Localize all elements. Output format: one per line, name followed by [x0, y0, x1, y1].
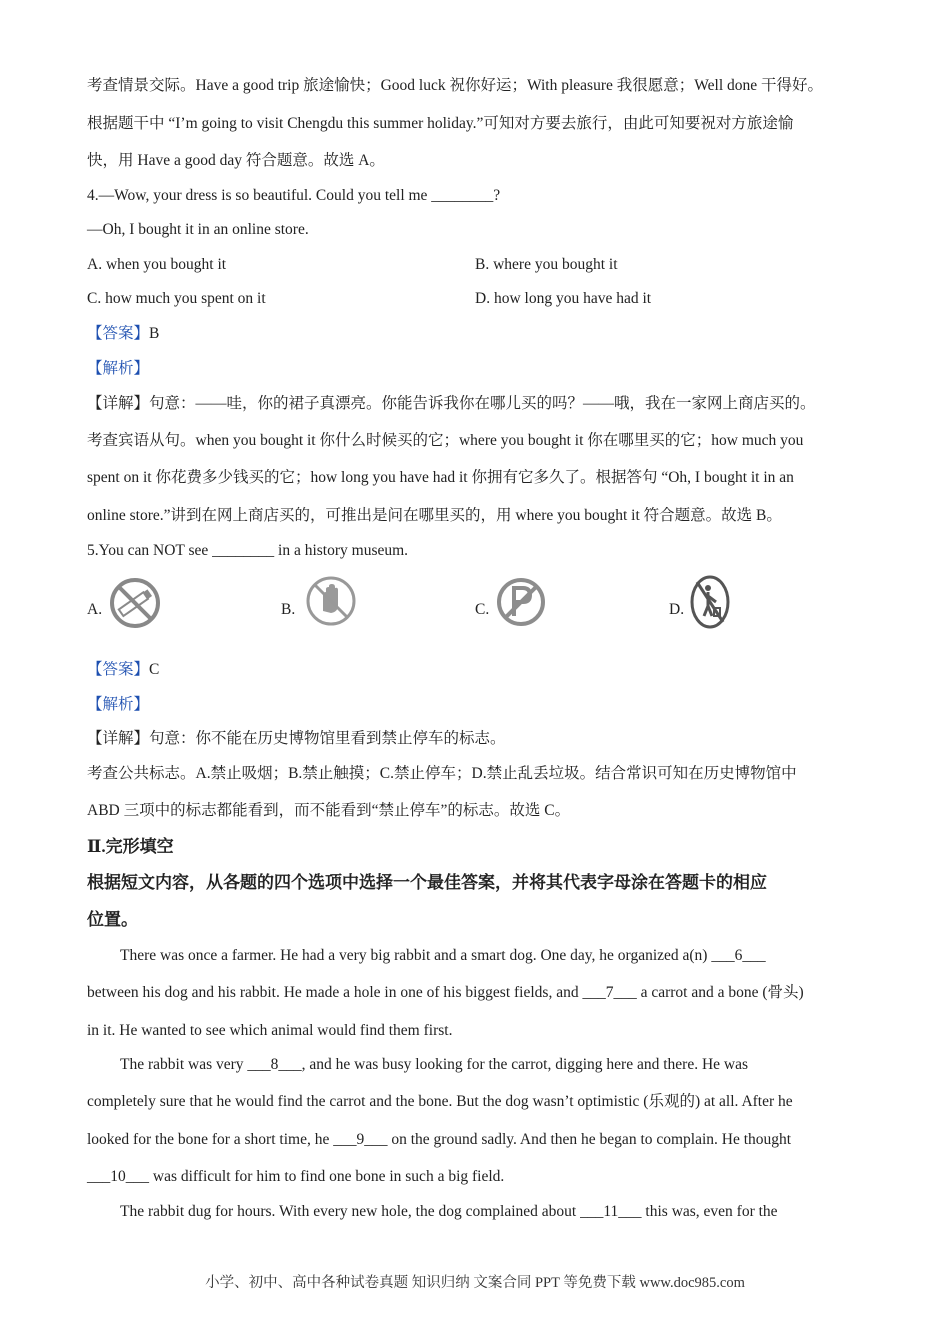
detail-text: 【详解】句意：你不能在历史博物馆里看到禁止停车的标志。	[87, 730, 506, 747]
analysis-text: 根据题干中 “I’m going to visit Chengdu this summer holiday.”可知对方要去旅行，由此可知要祝对方旅途愉	[87, 115, 794, 132]
analysis-tag: 【解析】	[87, 696, 150, 713]
detail-text: spent on it 你花费多少钱买的它；how long you have had it 你拥有它多久了。根据答句 “Oh, I bought it in an	[87, 469, 794, 486]
no-touching-icon	[304, 575, 358, 627]
answer-value: B	[149, 325, 160, 342]
answer-line	[87, 324, 159, 344]
blank-10: ___10___	[87, 1168, 149, 1185]
blank-7: ___7___	[582, 984, 637, 1001]
passage-text: The rabbit was very	[120, 1056, 248, 1073]
passage-line	[87, 1167, 504, 1187]
passage-text: was difficult for him to find one bone in such a big field.	[149, 1168, 505, 1185]
answer-value: C	[149, 661, 160, 678]
passage-line	[120, 1202, 778, 1222]
blank-8: ___8___	[247, 1056, 302, 1073]
passage-line	[120, 946, 766, 966]
blank-9: ___9___	[333, 1131, 388, 1148]
passage-text: between his dog and his rabbit. He made a hole in one of his biggest fields, and	[87, 984, 583, 1001]
detail-text: 考查公共标志。A.禁止吸烟；B.禁止触摸；C.禁止停车；D.禁止乱丢垃圾。结合常识可知在历史博物馆中	[87, 765, 797, 782]
passage-text: There was once a farmer. He had a very big rabbit and a smart dog. One day, he organized a(n)	[120, 947, 712, 964]
option-d-label: D.	[669, 601, 685, 618]
answer-tag: 【答案】	[87, 325, 150, 342]
passage-line	[87, 1130, 791, 1150]
section-instruction: 根据短文内容，从各题的四个选项中选择一个最佳答案，并将其代表字母涂在答题卡的相应	[87, 873, 767, 892]
detail-text: ABD 三项中的标志都能看到，而不能看到“禁止停车”的标志。故选 C。	[87, 802, 571, 819]
no-parking-icon	[494, 576, 548, 628]
option-a-label: A.	[87, 601, 103, 618]
detail-text: 【详解】句意：——哇，你的裙子真漂亮。你能告诉我你在哪儿买的吗？——哦，我在一家网上商店买的。	[87, 395, 816, 412]
passage-line	[120, 1055, 748, 1075]
option-a: A. when you bought it	[87, 256, 227, 273]
analysis-tag: 【解析】	[87, 360, 150, 377]
analysis-text: 考查情景交际。Have a good trip 旅途愉快；Good luck 祝你好运；With pleasure 我很愿意；Well done 干得好。	[87, 77, 824, 94]
analysis-text: 快，用 Have a good day 符合题意。故选 A。	[87, 152, 385, 169]
question-reply: —Oh, I bought it in an online store.	[87, 221, 309, 238]
passage-line: in it. He wanted to see which animal would find them first.	[87, 1022, 453, 1039]
passage-text: on the ground sadly. And then he began to complain. He thought	[387, 1131, 792, 1148]
passage-text: The rabbit dug for hours. With every new hole, the dog complained about	[120, 1203, 581, 1220]
question-stem: 4.—Wow, your dress is so beautiful. Could you tell me ________?	[87, 187, 501, 204]
passage-line: completely sure that he would find the carrot and the bone. But the dog wasn’t optimistic (乐观的) at all. After he	[87, 1093, 793, 1110]
option-b-label: B.	[281, 601, 296, 618]
no-littering-icon	[688, 574, 732, 630]
detail-text: 考查宾语从句。when you bought it 你什么时候买的它；where you bought it 你在哪里买的它；how much you	[87, 432, 804, 449]
no-smoking-icon	[108, 577, 162, 629]
blank-11: ___11___	[580, 1203, 642, 1220]
answer-tag: 【答案】	[87, 661, 150, 678]
detail-text: online store.”讲到在网上商店买的，可推出是问在哪里买的，用 where you bought it 符合题意。故选 B。	[87, 507, 782, 524]
blank-6: ___6___	[711, 947, 766, 964]
question-stem: 5.You can NOT see ________ in a history museum.	[87, 542, 409, 559]
passage-text: a carrot and a bone (骨头)	[636, 984, 804, 1001]
section-heading: Ⅱ.完形填空	[87, 837, 174, 856]
section-instruction: 位置。	[87, 910, 138, 929]
option-d: D. how long you have had it	[475, 290, 652, 307]
passage-text: , and he was busy looking for the carrot, digging here and there. He was	[301, 1056, 749, 1073]
passage-line	[87, 983, 804, 1003]
page-footer: 小学、初中、高中各种试卷真题 知识归纳 文案合同 PPT 等免费下载 www.doc985.com	[205, 1275, 745, 1291]
option-c: C. how much you spent on it	[87, 290, 266, 307]
option-c-label: C.	[475, 601, 490, 618]
passage-text: this was, even for the	[641, 1203, 778, 1220]
option-b: B. where you bought it	[475, 256, 618, 273]
passage-text: looked for the bone for a short time, he	[87, 1131, 334, 1148]
answer-line	[87, 660, 159, 680]
